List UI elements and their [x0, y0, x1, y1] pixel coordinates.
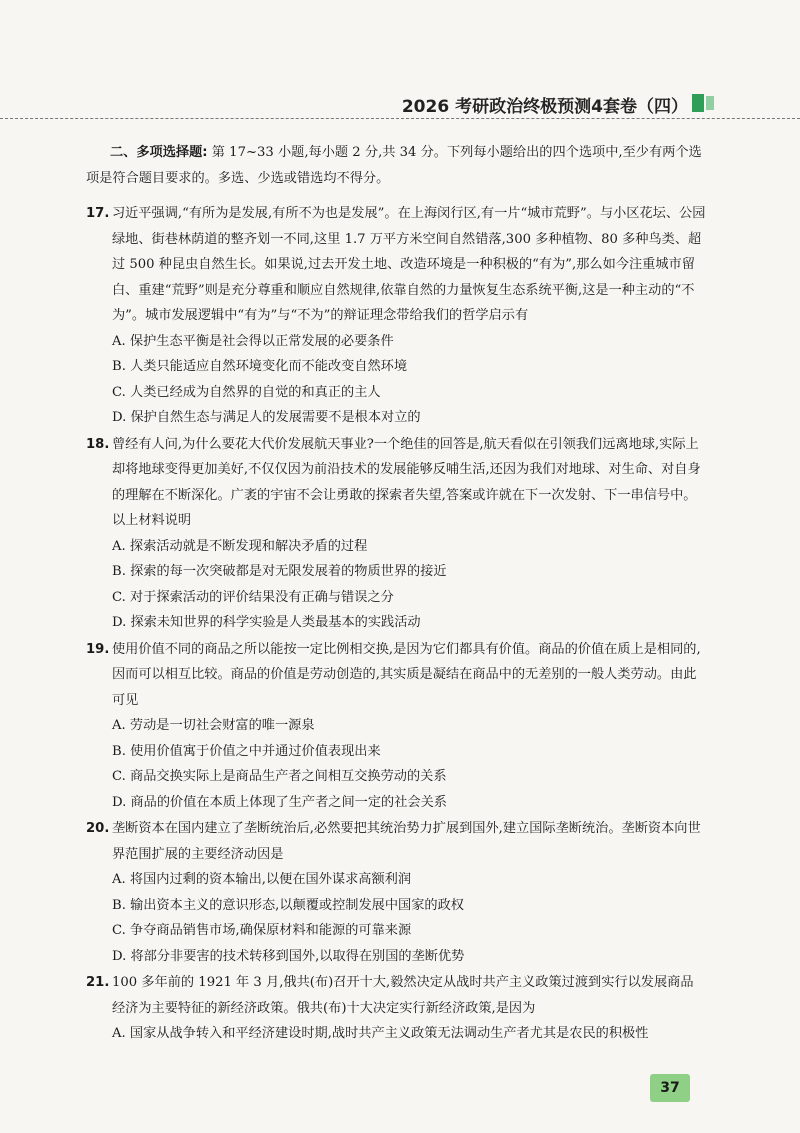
- option-a: A. 探索活动就是不断发现和解决矛盾的过程: [112, 538, 368, 554]
- section-title: 二、多项选择题:: [110, 145, 208, 160]
- question-text: 曾经有人问,为什么要花大代价发展航天事业?一个绝佳的回答是,航天看似在引领我们远离地球,实际上却将地球变得更加美好,不仅仅因为前沿技术的发展能够反哺生活,还因为我们对地球、对生命、对自身的理解在不断深化。广袤的宇宙不会让勇敢的探索者失望,答案或许就在下一次发射、下一串信号中。以上材料说明: [112, 436, 701, 528]
- question-20: [86, 816, 706, 969]
- question-number: 20.: [86, 821, 110, 836]
- question-stem: [86, 816, 706, 867]
- question-number: 21.: [86, 975, 110, 990]
- header-light-green-block-icon: [706, 96, 714, 110]
- option-c: C. 商品交换实际上是商品生产者之间相互交换劳动的关系: [112, 769, 447, 784]
- question-stem: [86, 432, 706, 534]
- header-year: 2026: [401, 97, 450, 117]
- question-number: 17.: [86, 206, 110, 221]
- option-b: B. 探索的每一次突破都是对无限发展着的物质世界的接近: [112, 564, 447, 579]
- option-c: C. 人类已经成为自然界的自觉的和真正的主人: [112, 384, 381, 400]
- header-title-text: 考研政治终极预测4套卷（四）: [455, 97, 688, 117]
- option-c: C. 争夺商品销售市场,确保原材料和能源的可靠来源: [112, 923, 412, 938]
- option-a: A. 国家从战争转入和平经济建设时期,战时共产主义政策无法调动生产者尤其是农民的积极性: [112, 1026, 649, 1041]
- option-b: B. 使用价值寓于价值之中并通过价值表现出来: [112, 743, 381, 759]
- question-text: 习近平强调,“有所为是发展,有所不为也是发展”。在上海闵行区,有一片“城市荒野”。与小区花坛、公园绿地、街巷林荫道的整齐划一不同,这里 1.7 万平方米空间自然错落,300 多种植物、80 多种鸟类、超过 500 种昆虫自然生长。如果说,过去开发土地、改造环境是一种积极的“有为”,那么如今注重城市留白、重建“荒野”则是充分尊重和顺应自然规律,依靠自然的力量恢复生态系统平衡,这是一种主动的“不为”。城市发展逻辑中“有为”与“不为”的辩证理念带给我们的哲学启示有: [112, 206, 706, 323]
- page-number: 37: [650, 1074, 690, 1102]
- option-b: B. 输出资本主义的意识形态,以颠覆或控制发展中国家的政权: [112, 897, 464, 913]
- header-green-block-icon: [692, 94, 704, 112]
- option-d: D. 将部分非要害的技术转移到国外,以取得在别国的垄断优势: [112, 948, 465, 964]
- question-text: 100 多年前的 1921 年 3 月,俄共(布)召开十大,毅然决定从战时共产主义政策过渡到实行以发展商品经济为主要特征的新经济政策。俄共(布)十大决定实行新经济政策,是因为: [112, 975, 694, 1016]
- section-instructions-text: 第 17~33 小题,每小题 2 分,共 34 分。下列每小题给出的四个选项中,至少有两个选项是符合题目要求的。多选、少选或错选均不得分。: [86, 145, 702, 186]
- question-text: 垄断资本在国内建立了垄断统治后,必然要把其统治势力扩展到国外,建立国际垄断统治。垄断资本向世界范围扩展的主要经济动因是: [112, 821, 701, 862]
- option-d: D. 探索未知世界的科学实验是人类最基本的实践活动: [112, 615, 421, 630]
- option-a: A. 保护生态平衡是社会得以正常发展的必要条件: [112, 333, 394, 349]
- option-b: B. 人类只能适应自然环境变化而不能改变自然环境: [112, 359, 408, 374]
- question-17: [86, 201, 706, 431]
- page-header: [0, 92, 800, 122]
- option-c: C. 对于探索活动的评价结果没有正确与错误之分: [112, 589, 394, 605]
- question-text: 使用价值不同的商品之所以能按一定比例相交换,是因为它们都具有价值。商品的价值在质上是相同的,因而可以相互比较。商品的价值是劳动创造的,其实质是凝结在商品中的无差别的一般人类劳动。由此可见: [112, 641, 701, 708]
- question-stem: [86, 201, 706, 329]
- option-a: A. 将国内过剩的资本输出,以便在国外谋求高额利润: [112, 872, 412, 887]
- question-stem: [86, 970, 706, 1021]
- question-number: 18.: [86, 436, 110, 452]
- question-19: [86, 637, 706, 816]
- page-content: [86, 140, 706, 1048]
- question-21: [86, 970, 706, 1047]
- header-title: [402, 92, 688, 117]
- option-a: A. 劳动是一切社会财富的唯一源泉: [112, 718, 315, 733]
- section-instructions: [86, 140, 706, 191]
- question-number: 19.: [86, 641, 110, 657]
- option-d: D. 保护自然生态与满足人的发展需要不是根本对立的: [112, 410, 421, 425]
- question-18: [86, 432, 706, 636]
- option-d: D. 商品的价值在本质上体现了生产者之间一定的社会关系: [112, 794, 447, 810]
- question-stem: [86, 637, 706, 714]
- header-divider: [0, 118, 800, 119]
